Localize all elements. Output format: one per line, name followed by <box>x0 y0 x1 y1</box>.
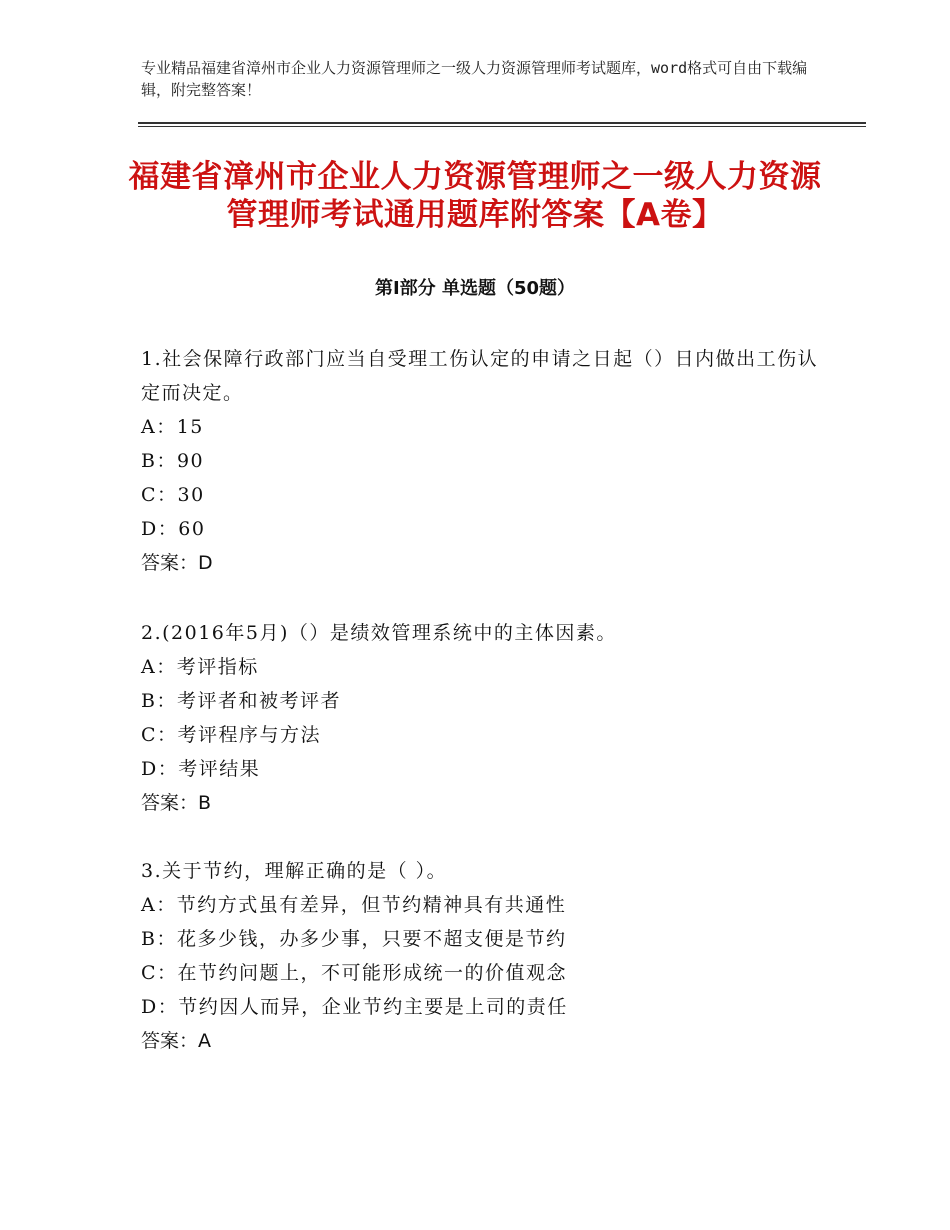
option-c: C：考评程序与方法 <box>141 724 322 746</box>
option-d: D：节约因人而异，企业节约主要是上司的责任 <box>141 996 568 1018</box>
question-1 <box>141 342 821 580</box>
section-heading: 第Ⅰ部分 单选题（50题） <box>374 278 575 299</box>
answer: 答案：B <box>141 792 212 814</box>
option-b: B：90 <box>141 450 205 472</box>
header-divider-thick <box>138 122 866 124</box>
question-stem: 2.(2016年5月)（）是绩效管理系统中的主体因素。 <box>141 622 617 644</box>
option-d: D：60 <box>141 518 206 540</box>
option-b: B：花多少钱，办多少事，只要不超支便是节约 <box>141 928 567 950</box>
question-stem: 1.社会保障行政部门应当自受理工伤认定的申请之日起（）日内做出工伤认定而决定。 <box>141 348 819 404</box>
question-2 <box>141 616 821 820</box>
answer: 答案：D <box>141 552 213 574</box>
option-c: C：30 <box>141 484 205 506</box>
question-3 <box>141 854 821 1058</box>
option-a: A：节约方式虽有差异，但节约精神具有共通性 <box>141 894 567 916</box>
option-a: A：15 <box>141 416 204 438</box>
option-a: A：考评指标 <box>141 656 259 678</box>
option-c: C：在节约问题上，不可能形成统一的价值观念 <box>141 962 568 984</box>
document-title: 福建省漳州市企业人力资源管理师之一级人力资源管理师考试通用题库附答案【A卷】 <box>128 159 822 233</box>
header-divider-thin <box>138 126 866 127</box>
question-stem: 3.关于节约，理解正确的是（ ）。 <box>141 860 448 882</box>
header-note: 专业精品福建省漳州市企业人力资源管理师之一级人力资源管理师考试题库，word格式可自由下载编辑，附完整答案！ <box>141 59 808 99</box>
answer: 答案：A <box>141 1030 211 1052</box>
option-d: D：考评结果 <box>141 758 261 780</box>
option-b: B：考评者和被考评者 <box>141 690 341 712</box>
